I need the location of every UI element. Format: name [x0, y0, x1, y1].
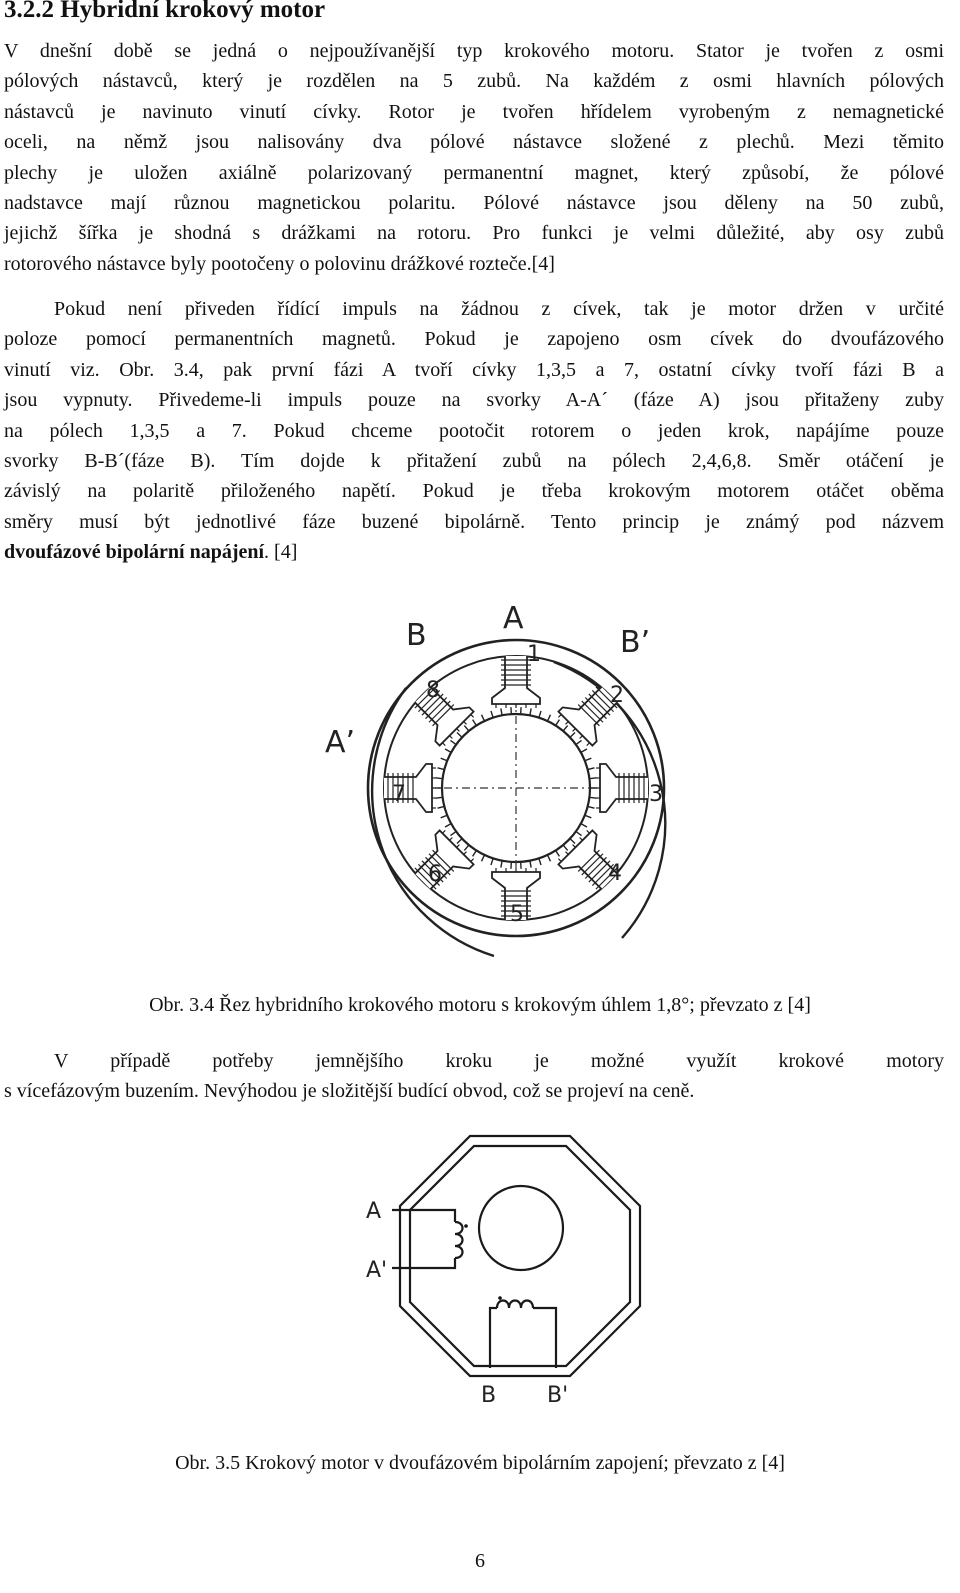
- rotor-tooth: [576, 740, 582, 744]
- rotor-tooth: [473, 850, 477, 856]
- rotor-tooth: [570, 733, 575, 738]
- text-line: svorky B-B´(fáze B). Tím dojde k přitažení zubů na pólech 2,4,6,8. Směr otáčení je: [4, 450, 944, 473]
- rotor-tooth: [581, 749, 587, 752]
- rotor-tooth: [441, 758, 448, 761]
- text-line: nástavců je navinuto vinutí cívky. Rotor je tvořen hřídelem vyrobeným z nemagnetické: [4, 100, 944, 123]
- rotor-tooth: [464, 726, 468, 731]
- pole-tooth: [442, 743, 445, 746]
- text-line: na pólech 1,3,5 a 7. Pokud chceme pootočit rotorem o jeden krok, napájíme pouze: [4, 419, 944, 442]
- coil-B-lead-right: [533, 1308, 556, 1368]
- bold-term: dvoufázové bipolární napájení: [4, 541, 265, 564]
- text-line: pólových nástavců, který je rozdělen na 5 zubů. Na každém z osmi hlavních pólových: [4, 70, 944, 93]
- pole-label-6: 6: [428, 862, 442, 887]
- pole-tooth: [450, 736, 453, 739]
- label-A: A: [366, 1199, 382, 1224]
- pole-tooth: [587, 830, 590, 833]
- text-line: V dnešní době se jedná o nejpoužívanější typ krokového motoru. Stator je tvořen z osmi: [4, 40, 944, 62]
- pole-tooth: [457, 729, 460, 732]
- coil-A: [455, 1222, 463, 1258]
- rotor-tooth: [585, 758, 592, 761]
- paragraph-multiphase: [4, 1046, 944, 1107]
- pole-label-1: 1: [527, 642, 541, 667]
- pole-tooth: [464, 852, 467, 855]
- text-line: směry musí být jednotlivé fáze buzené bipolárně. Tento princip je známý pod názvem: [4, 510, 944, 533]
- pole-label-5: 5: [510, 902, 524, 927]
- rotor-tooth: [464, 845, 468, 850]
- rotor-tooth: [548, 715, 551, 721]
- text-line: rotorového nástavce byly pootočeny o polovinu drážkové rozteče.[4]: [4, 252, 555, 275]
- coil-B: [497, 1301, 533, 1309]
- pole-tooth: [457, 845, 460, 848]
- rotor-tooth: [539, 858, 541, 865]
- pole-tooth: [442, 830, 445, 833]
- rotor-tooth: [563, 726, 567, 731]
- rotor-tooth: [450, 831, 456, 835]
- pole-label-2: 2: [610, 683, 624, 708]
- pole-tooth: [471, 859, 474, 862]
- rotor-tooth: [548, 855, 551, 861]
- label-A-prime: A’: [325, 725, 356, 760]
- rotor-tooth: [576, 831, 582, 835]
- rotor-tooth: [457, 839, 462, 844]
- octagon-inner: [410, 1146, 630, 1366]
- pole-tooth: [587, 743, 590, 746]
- rotor-tooth: [438, 806, 445, 808]
- text-line: jejichž šířka je shodná s drážkami na rotoru. Pro funkci je velmi důležité, aby osy zubů: [4, 222, 944, 245]
- pole-label-3: 3: [649, 782, 663, 807]
- rotor-tooth: [450, 740, 456, 744]
- text-line: s vícefázovým buzením. Nevýhodou je složitější budící obvod, což se projeví na ceně.: [4, 1080, 695, 1103]
- rotor-tooth: [570, 839, 575, 844]
- rotor-tooth: [556, 720, 560, 726]
- pole-tooth: [580, 837, 583, 840]
- text-line: plechy je uložen axiálně polarizovaný permanentní magnet, který způsobí, že pólové: [4, 161, 944, 184]
- rotor-tooth: [501, 708, 502, 715]
- section-heading: 3.2.2 Hybridní krokový motor: [4, 0, 326, 23]
- rotor-tooth: [539, 711, 541, 718]
- text-line: jsou vypnuty. Přivedeme-li impuls pouze na svorky A-A´ (fáze A) jsou přitaženy zuby: [4, 389, 944, 412]
- citation: . [4]: [264, 541, 298, 564]
- stator-pole: [406, 678, 477, 749]
- rotor-tooth: [563, 845, 567, 850]
- pole-label-4: 4: [608, 861, 622, 886]
- pole-tooth: [558, 714, 561, 717]
- label-B-prime: B’: [620, 625, 651, 660]
- paragraph-two-phase-operation: [4, 294, 944, 568]
- rotor-tooth: [445, 824, 451, 827]
- text-line: V případě potřeby jemnějšího kroku je možné využít krokové motory: [54, 1050, 944, 1072]
- figure-hybrid-motor-cross-section: [300, 590, 720, 980]
- rotor-tooth: [491, 711, 493, 718]
- pole-tooth: [471, 714, 474, 717]
- rotor-tooth: [445, 749, 451, 752]
- pole-tooth: [580, 736, 583, 739]
- rotor-tooth: [482, 715, 485, 721]
- rotor-tooth: [501, 861, 502, 868]
- rotor-tooth: [482, 855, 485, 861]
- rotor-tooth: [473, 720, 477, 726]
- pole-tooth: [464, 722, 467, 725]
- pole-tooth: [573, 845, 576, 848]
- pole-label-7: 7: [392, 782, 406, 807]
- figure-bipolar-connection: [340, 1120, 660, 1420]
- label-B: B: [481, 1383, 497, 1408]
- page-number: 6: [475, 1550, 485, 1572]
- label-B: B: [406, 618, 427, 653]
- pole-tooth: [558, 859, 561, 862]
- label-B-prime: B': [547, 1383, 569, 1408]
- coil-B-dot: [498, 1296, 502, 1300]
- text-line: vinutí viz. Obr. 3.4, pak první fázi A tvoří cívky 1,3,5 a 7, ostatní cívky tvoří fázi B a: [4, 358, 944, 381]
- rotor-tooth: [588, 806, 595, 808]
- text-line: Pokud není přiveden řídící impuls na žádnou z cívek, tak je motor držen v určité: [54, 298, 944, 320]
- rotor-tooth: [491, 858, 493, 865]
- rotor-tooth: [441, 815, 448, 818]
- coil-A-dot: [464, 1224, 468, 1228]
- rotor-tooth: [436, 778, 443, 779]
- label-A: A: [503, 601, 524, 636]
- rotor-tooth: [530, 861, 531, 868]
- outer-arc-lower-left: [372, 688, 494, 956]
- coil-A-lead-top: [392, 1210, 455, 1222]
- octagon-outer: [400, 1136, 640, 1376]
- rotor-tooth: [581, 824, 587, 827]
- label-A-prime: A': [366, 1258, 388, 1283]
- pole-tooth: [565, 852, 568, 855]
- text-line: poloze pomocí permanentních magnetů. Pokud je zapojeno osm cívek do dvoufázového: [4, 328, 944, 351]
- text-line: oceli, na němž jsou nalisovány dva pólové nástavce složené z plechů. Mezi těmito: [4, 131, 944, 154]
- pole-tooth: [450, 837, 453, 840]
- rotor-tooth: [589, 797, 596, 798]
- rotor-tooth: [585, 815, 592, 818]
- figure-34-caption: Obr. 3.4 Řez hybridního krokového motoru s krokovým úhlem 1,8°; převzato z [4]: [149, 994, 811, 1016]
- pole-tooth: [573, 729, 576, 732]
- coil-A-lead-bottom: [392, 1258, 455, 1268]
- text-line: [4, 537, 944, 567]
- rotor-tooth: [589, 778, 596, 779]
- rotor-circle: [479, 1186, 563, 1270]
- stator-pole: [596, 764, 648, 812]
- paragraph-hybrid-motor-description: [4, 36, 944, 279]
- rotor-tooth: [530, 708, 531, 715]
- rotor-tooth: [588, 768, 595, 770]
- rotor-tooth: [438, 768, 445, 770]
- text-line: závislý na polaritě přiloženého napětí. Pokud je třeba krokovým motorem otáčet oběma: [4, 480, 944, 503]
- text-line: nadstavce mají různou magnetickou polaritu. Pólové nástavce jsou děleny na 50 zubů,: [4, 192, 944, 215]
- figure-35-caption: Obr. 3.5 Krokový motor v dvoufázovém bipolárním zapojení; převzato z [4]: [175, 1452, 785, 1474]
- rotor-tooth: [556, 850, 560, 856]
- rotor-tooth: [457, 733, 462, 738]
- rotor-tooth: [436, 797, 443, 798]
- pole-label-8: 8: [426, 678, 440, 703]
- pole-tooth: [565, 722, 568, 725]
- coil-B-lead-left: [490, 1308, 497, 1368]
